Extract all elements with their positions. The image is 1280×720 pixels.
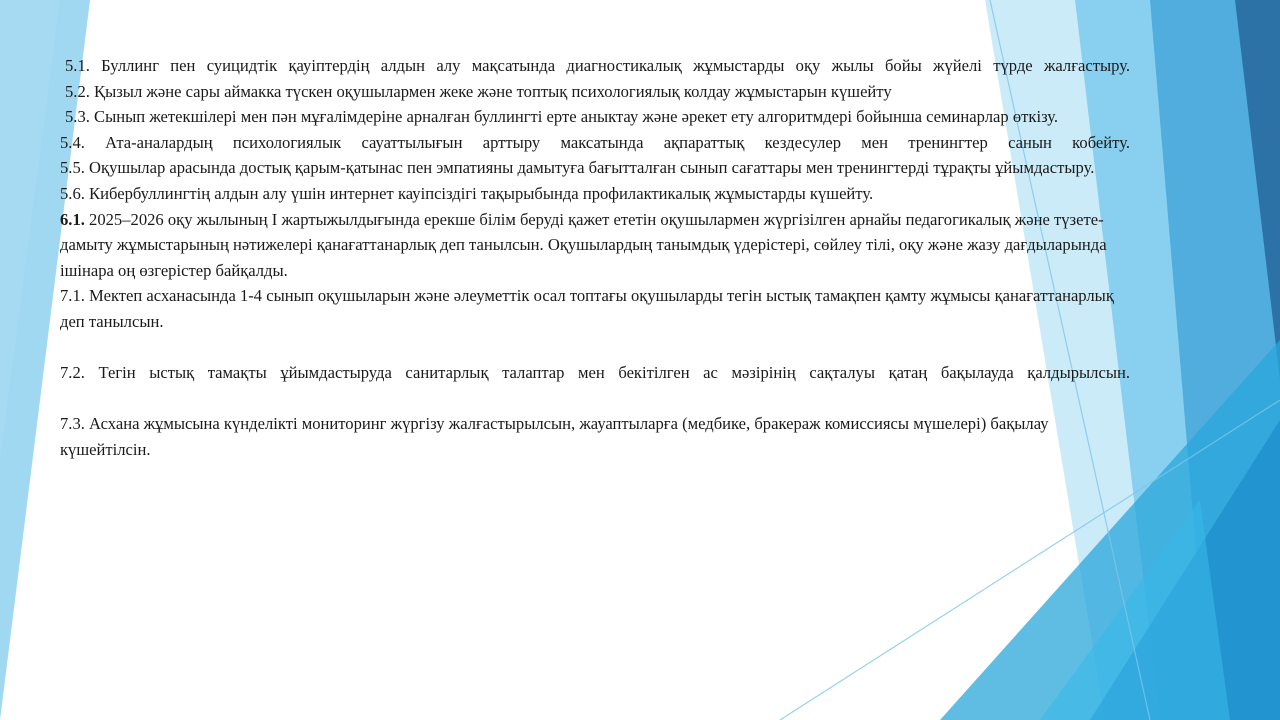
paragraph-5-5: 5.5. Оқушылар арасында достық қарым-қатынас пен эмпатияны дамытуға бағытталған сынып сағаттары мен тренингтерді тұрақты ұйымдастыру. bbox=[60, 158, 1095, 178]
paragraph-5-6: 5.6. Кибербуллингтің алдын алу үшін интернет кауіпсіздігі тақырыбында профилактикалық жұмыстарды күшейту. bbox=[60, 183, 874, 203]
paragraph-6-1-text: 2025–2026 оқу жылының І жартыжылдығында ерекше білім беруді қажет ететін оқушылармен жүргізілген арнайы педагогикалық және түзете-дамыту жұмыстарының нәтижелері қанағаттанарлық деп танылсын. Оқушылардың танымдық үдерістері, сөйлеу тілі, оқу және жазу дағдыларында ішінара оң өзгерістер байқалды. bbox=[60, 209, 1107, 280]
spacer bbox=[60, 386, 1130, 412]
spacer bbox=[60, 335, 1130, 361]
paragraph-5-1: 5.1. Буллинг пен суицидтік қауіптердің алдын алу мақсатында диагностикалық жұмыстарды оқу жылы бойы жүйелі түрде жалғастыру. bbox=[65, 56, 1130, 75]
paragraph-5-2: 5.2. Қызыл және сары аймакка түскен оқушылармен жеке және топтық психологиялық колдау жұмыстарын күшейту bbox=[65, 81, 892, 101]
paragraph-7-2: 7.2. Тегін ыстық тамақты ұйымдастыруда санитарлық талаптар мен бекітілген ас мәзірінің сақталуы қатаң бақылауда қалдырылсын. bbox=[60, 363, 1130, 383]
paragraph-5-3: 5.3. Сынып жетекшілері мен пән мұғалімдеріне арналған буллингті ерте аныктау және әрекет ету алгоритмдері бойынша семинарлар өткізу. bbox=[65, 107, 1059, 127]
paragraph-7-3: 7.3. Асхана жұмысына күнделікті мониторинг жүргізу жалғастырылсын, жауаптыларға (медбике, бракераж комиссиясы мүшелері) бақылау күшейтілсін. bbox=[60, 414, 1049, 459]
paragraph-5-4: 5.4. Ата-аналардың психологиялык сауаттылығын арттыру максатында ақпараттық кездесулер мен тренингтер санын кобейту. bbox=[60, 132, 1130, 152]
paragraph-7-1: 7.1. Мектеп асханасында 1-4 сынып оқушыларын және әлеуметтік осал топтағы оқушыларды тегін ыстық тамақпен қамту жұмысы қанағаттанарлық деп танылсын. bbox=[60, 286, 1114, 331]
slide-body bbox=[60, 53, 1130, 463]
paragraph-6-1-number: 6.1. bbox=[60, 209, 85, 229]
paragraph-6-1 bbox=[60, 207, 1130, 284]
